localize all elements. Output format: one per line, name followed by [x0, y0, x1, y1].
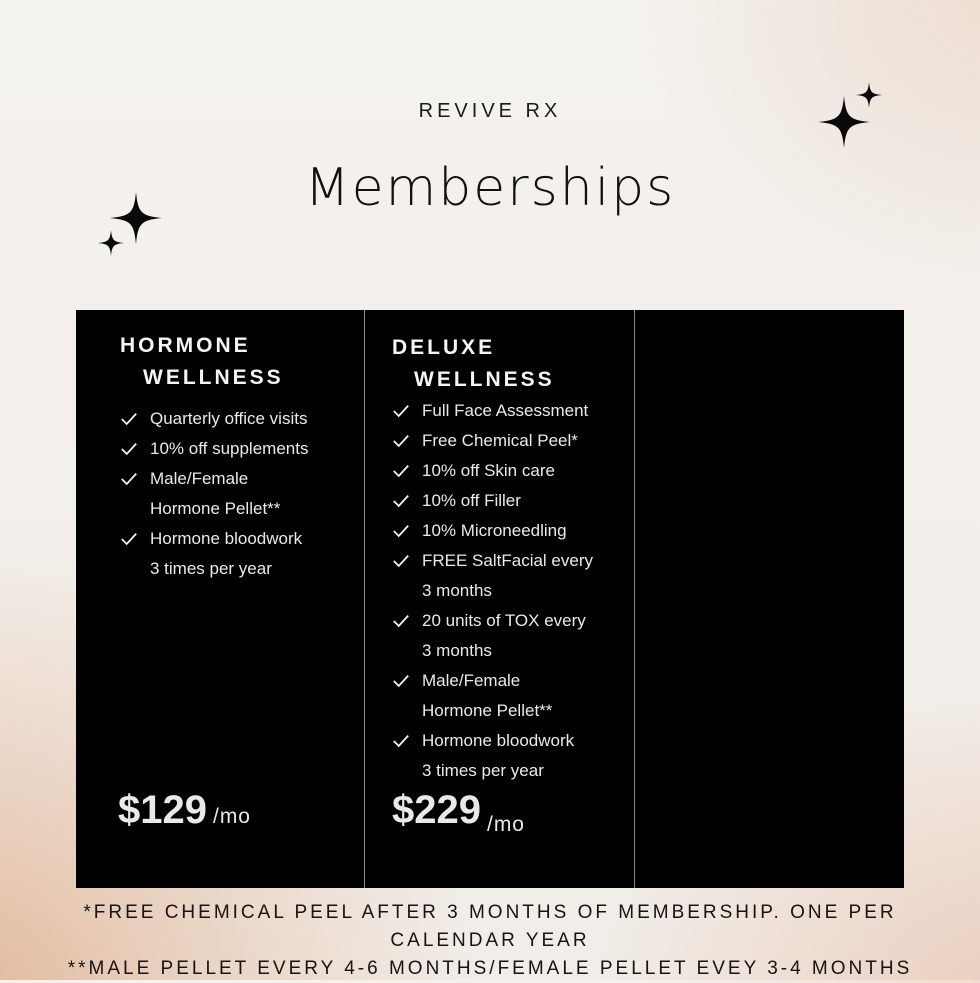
- plan-name-line: WELLNESS: [143, 366, 284, 389]
- checkmark-icon: [392, 612, 410, 630]
- checkmark-icon: [392, 462, 410, 480]
- feature-text: Male/Female: [150, 469, 249, 488]
- price-period: /mo: [486, 813, 525, 836]
- plan-name-line: HORMONE: [120, 334, 251, 357]
- feature-text: Quarterly office visits: [150, 409, 308, 428]
- feature-text: Hormone bloodwork: [150, 529, 303, 548]
- feature-text: 10% Microneedling: [422, 521, 567, 540]
- list-item: [392, 636, 632, 666]
- footnote-line: *FREE CHEMICAL PEEL AFTER 3 MONTHS OF MEMBERSHIP. ONE PER: [83, 902, 897, 923]
- list-item: [392, 426, 632, 456]
- list-item: [392, 396, 632, 426]
- plan-card-deluxe-wellness: [392, 310, 632, 786]
- list-item: [392, 456, 632, 486]
- feature-text: Hormone Pellet**: [150, 499, 281, 518]
- list-item: [120, 464, 360, 494]
- feature-list: [120, 404, 360, 584]
- list-item: [392, 576, 632, 606]
- list-item: [120, 494, 360, 524]
- brand-name: REVIVE RX: [418, 100, 562, 122]
- checkmark-icon: [392, 672, 410, 690]
- list-item: [392, 666, 632, 696]
- footnote-line: CALENDAR YEAR: [390, 930, 590, 951]
- footnote-pellet: **MALE PELLET EVERY 4-6 MONTHS/FEMALE PELLET EVEY 3-4 MONTHS: [67, 958, 913, 979]
- checkmark-icon: [392, 522, 410, 540]
- checkmark-icon: [120, 440, 138, 458]
- feature-list: [392, 396, 632, 786]
- list-item: [392, 606, 632, 636]
- feature-text: 3 months: [422, 641, 492, 660]
- plan-name-line: DELUXE: [392, 336, 496, 359]
- checkmark-icon: [120, 410, 138, 428]
- checkmark-icon: [392, 492, 410, 510]
- checkmark-icon: [120, 470, 138, 488]
- list-item: [392, 516, 632, 546]
- checkmark-icon: [120, 530, 138, 548]
- list-item: [120, 434, 360, 464]
- sparkle-icon-small-left: [98, 230, 124, 256]
- plan-price-deluxe: [392, 788, 525, 836]
- price-amount: $229: [392, 788, 481, 832]
- feature-text: Hormone Pellet**: [422, 701, 553, 720]
- checkmark-icon: [392, 402, 410, 420]
- plan-name: [392, 332, 632, 396]
- list-item: [392, 756, 632, 786]
- feature-text: 3 times per year: [150, 559, 272, 578]
- feature-text: 10% off Filler: [422, 491, 521, 510]
- price-period: /mo: [212, 805, 251, 828]
- plan-card-hormone-wellness: [120, 310, 360, 584]
- list-item: [392, 726, 632, 756]
- list-item: [392, 696, 632, 726]
- checkmark-icon: [392, 552, 410, 570]
- plan-name-line: WELLNESS: [414, 368, 555, 391]
- checkmark-icon: [392, 732, 410, 750]
- list-item: [120, 554, 360, 584]
- feature-text: Hormone bloodwork: [422, 731, 575, 750]
- column-divider: [364, 310, 365, 888]
- feature-text: Full Face Assessment: [422, 401, 589, 420]
- feature-text: 10% off Skin care: [422, 461, 555, 480]
- plan-name: [120, 330, 360, 394]
- list-item: [392, 486, 632, 516]
- memberships-panel: [76, 310, 904, 888]
- plan-price-hormone: [118, 788, 251, 833]
- plan-card-empty: [636, 310, 904, 888]
- feature-text: FREE SaltFacial every: [422, 551, 593, 570]
- feature-text: 20 units of TOX every: [422, 611, 586, 630]
- list-item: [120, 404, 360, 434]
- feature-text: 3 times per year: [422, 761, 544, 780]
- feature-text: 10% off supplements: [150, 439, 309, 458]
- page-title: Memberships: [304, 158, 676, 218]
- feature-text: Male/Female: [422, 671, 521, 690]
- feature-text: 3 months: [422, 581, 492, 600]
- checkmark-icon: [392, 432, 410, 450]
- list-item: [392, 546, 632, 576]
- list-item: [120, 524, 360, 554]
- feature-text: Free Chemical Peel*: [422, 431, 578, 450]
- price-amount: $129: [118, 788, 207, 832]
- column-divider: [634, 310, 635, 888]
- sparkle-icon-small-right: [856, 82, 882, 108]
- footnote-chemical-peel: [0, 899, 980, 955]
